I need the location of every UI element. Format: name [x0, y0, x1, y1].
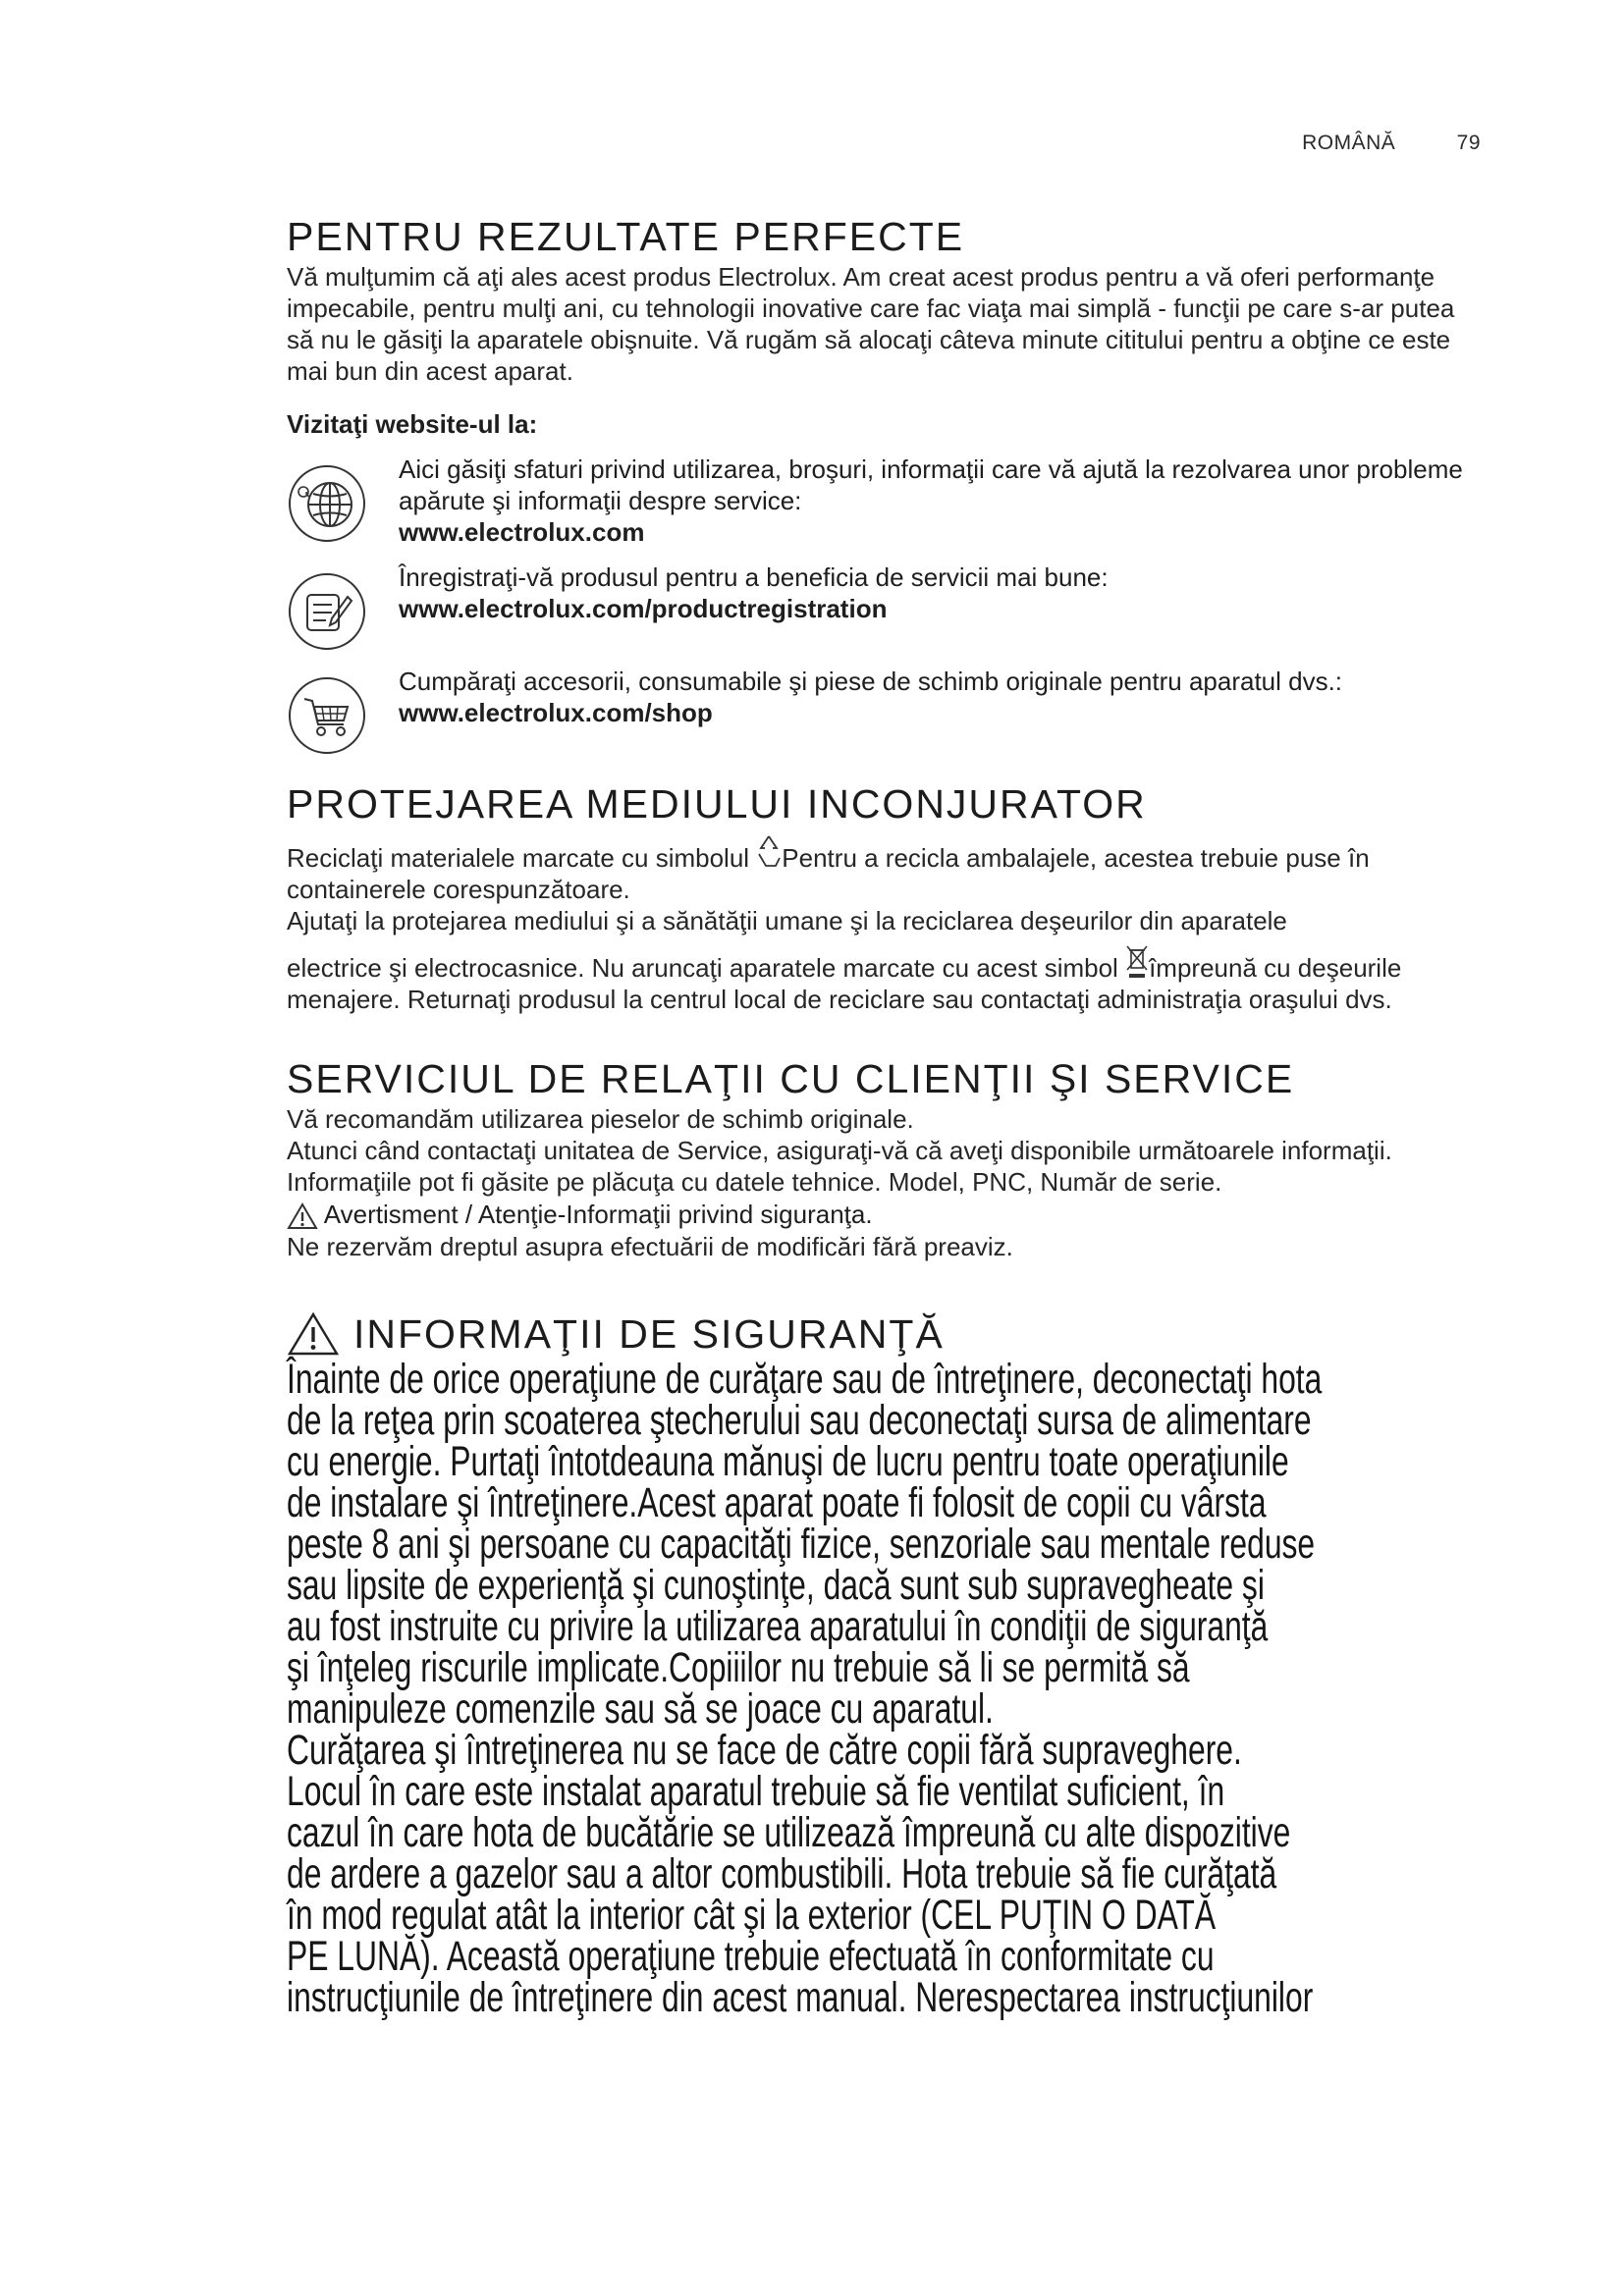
crossed-bin-icon	[1125, 944, 1149, 982]
safety-line: de ardere a gazelor sau a altor combustibili. Hota trebuie să fie curăţată	[287, 1850, 1277, 1897]
safety-paragraph	[287, 1356, 1464, 2021]
safety-line: cu energie. Purtaţi întotdeauna mănuşi de lucru pentru toate operaţiunile	[287, 1438, 1289, 1485]
safety-line: instrucţiunile de întreţinere din acest manual. Nerespectarea instrucţiunilor	[287, 1974, 1314, 2021]
safety-line: Înainte de orice operaţiune de curăţare sau de întreţinere, deconectaţi hota	[287, 1356, 1323, 1403]
warning-icon	[287, 1202, 318, 1230]
safety-line: PE LUNĂ). Această operaţiune trebuie efectuată în conformitate cu	[287, 1933, 1215, 1980]
service-line-3: Informaţiile pot fi găsite pe plăcuţa cu datele tehnice. Model, PNC, Număr de serie.	[287, 1167, 1222, 1197]
safety-line: de la reţea prin scoaterea ştecherului sau deconectaţi sursa de alimentare	[287, 1397, 1312, 1444]
safety-line: şi înţeleg riscurile implicate.Copiiilor nu trebuie să li se permită să	[287, 1644, 1190, 1691]
registration-icon	[287, 571, 367, 652]
page-header	[1302, 132, 1481, 155]
recycle-paragraph: Reciclaţi materialele marcate cu simbolul Pentru a recicla ambalajele, acestea trebuie puse în containerele corespunzătoare.	[287, 832, 1485, 905]
service-line-2: Atunci când contactaţi unitatea de Service, asiguraţi-vă că aveţi disponibile următoarele informaţii.	[287, 1136, 1392, 1165]
globe-icon	[287, 463, 367, 544]
section-title-results: PENTRU REZULTATE PERFECTE	[287, 214, 965, 259]
weee-paragraph: electrice şi electrocasnice. Nu aruncaţi aparatele marcate cu acest simbol împreună cu deşeurile menajere. Returnaţi produsul la centrul local de reciclare sau contactaţi administraţia oraşului dvs.	[287, 944, 1485, 1015]
section-title-environment: PROTEJAREA MEDIULUI INCONJURATOR	[287, 781, 1147, 827]
section-title-customer-service: SERVICIUL DE RELAŢII CU CLIENŢII ŞI SERVICE	[287, 1056, 1295, 1101]
shop-text: Cumpăraţi accesorii, consumabile şi piese de schimb originale pentru aparatul dvs.:	[399, 667, 1343, 696]
page-content	[287, 212, 1485, 2021]
section-title-safety: INFORMAŢII DE SIGURANŢĂ	[287, 1309, 1485, 1359]
service-line-4: Avertisment / Atenţie-Informaţii privind siguranţa.	[287, 1198, 1485, 1231]
visit-website-label: Vizitaţi website-ul la:	[287, 409, 538, 439]
link-shop[interactable]: www.electrolux.com/shop	[399, 698, 713, 727]
safety-line: în mod regulat atât la interior cât şi la exterior (CEL PUŢIN O DATĂ	[287, 1892, 1217, 1939]
intro-paragraph: Vă mulţumim că aţi ales acest produs Electrolux. Am creat acest produs pentru a vă oferi performanţe impecabile, pentru mulţi ani, cu tehnologii inovative care fac viaţa mai simplă - funcţii pe care s-ar putea să nu le găsiţi la aparatele obişnuite. Vă rugăm să alocaţi câteva minute cititului pentru a obţine ce este mai bun din acest aparat.	[287, 262, 1455, 386]
website-row-support	[287, 454, 1485, 548]
website-row-shop	[287, 666, 1485, 756]
support-text: Aici găsiţi sfaturi privind utilizarea, broşuri, informaţii care vă ajută la rezolvarea unor probleme apărute şi informaţii despre service:	[399, 454, 1463, 515]
header-language: ROMÂNĂ	[1302, 132, 1396, 154]
link-productregistration[interactable]: www.electrolux.com/productregistration	[399, 594, 888, 623]
safety-line: manipuleze comenzile sau să se joace cu aparatul.	[287, 1685, 994, 1733]
safety-line: au fost instruite cu privire la utilizarea aparatului în condiţii de siguranţă	[287, 1603, 1269, 1650]
registration-text: Înregistraţi-vă produsul pentru a beneficia de servicii mai bune:	[399, 562, 1109, 592]
safety-line: Locul în care este instalat aparatul trebuie să fie ventilat suficient, în	[287, 1768, 1225, 1815]
safety-line: peste 8 ani şi persoane cu capacităţi fizice, senzoriale sau mentale reduse	[287, 1521, 1316, 1568]
safety-line: cazul în care hota de bucătărie se utilizează împreună cu alte dispozitive	[287, 1809, 1291, 1856]
safety-line: Curăţarea şi întreţinerea nu se face de către copii fără supraveghere.	[287, 1727, 1242, 1774]
safety-line: sau lipsite de experienţă şi cunoştinţe, dacă sunt sub supravegheate şi	[287, 1562, 1265, 1609]
service-line-5: Ne rezervăm dreptul asupra efectuării de modificări fără preaviz.	[287, 1232, 1013, 1261]
page-number: 79	[1456, 132, 1481, 154]
warning-icon	[287, 1311, 340, 1357]
recycle-icon	[756, 832, 782, 872]
weee-paragraph-line1: Ajutaţi la protejarea mediului şi a sănătăţii umane şi la reciclarea deşeurilor din aparatele	[287, 906, 1287, 935]
service-line-1: Vă recomandăm utilizarea pieselor de schimb originale.	[287, 1104, 914, 1134]
shopping-cart-icon	[287, 675, 367, 756]
website-row-registration	[287, 561, 1485, 652]
link-electrolux-com[interactable]: www.electrolux.com	[399, 517, 645, 547]
safety-line: de instalare şi întreţinere.Acest aparat poate fi folosit de copii cu vârsta	[287, 1479, 1267, 1526]
